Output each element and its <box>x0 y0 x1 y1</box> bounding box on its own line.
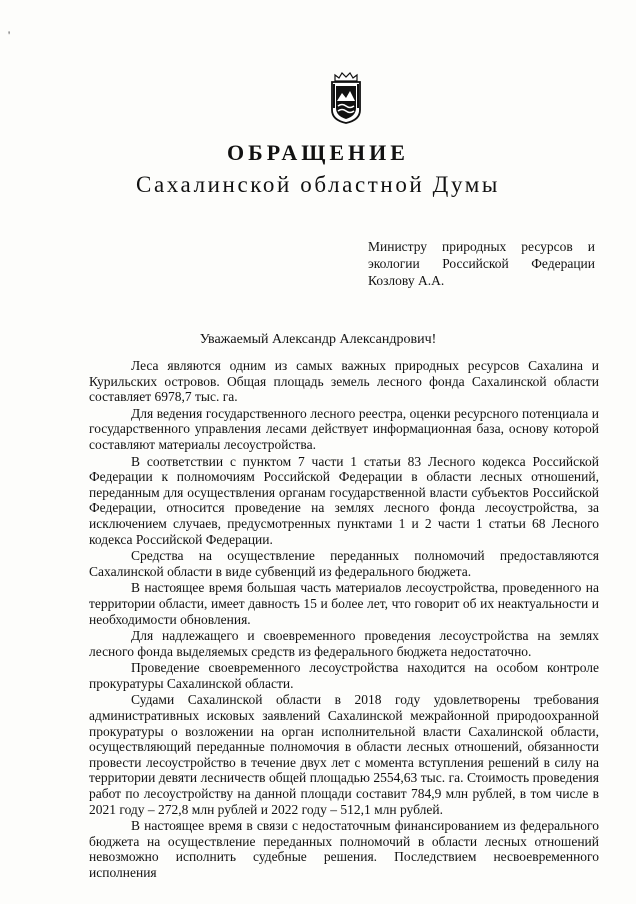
paragraph: В настоящее время в связи с недостаточным финансированием из федерального бюджета на осуществление переданных полномочий в области лесных отношений невозможно исполнить судебные решения. Последствием несвоевременного исполнения <box>89 818 599 880</box>
paragraph: Средства на осуществление переданных полномочий предоставляются Сахалинской области в виде субвенций из федерального бюджета. <box>89 548 599 579</box>
addressee-block: Министру природных ресурсов и экологии Российской Федерации Козлову А.А. <box>368 239 595 288</box>
salutation: Уважаемый Александр Александрович! <box>199 332 437 347</box>
edge-mark: ' <box>8 28 11 42</box>
paragraph: Леса являются одним из самых важных природных ресурсов Сахалина и Курильских островов. Общая площадь земель лесного фонда Сахалинской области составляет 6978,7 тыс. га. <box>89 358 599 405</box>
document-subheading: Сахалинской областной Думы <box>136 172 500 197</box>
document-heading: ОБРАЩЕНИЕ <box>227 140 409 165</box>
paragraph: Для надлежащего и своевременного проведения лесоустройства на землях лесного фонда выделяемых средств из федерального бюджета недостаточно. <box>89 628 599 659</box>
paragraph: Судами Сахалинской области в 2018 году удовлетворены требования административных исковых заявлений Сахалинской межрайонной природоохранной прокуратуры о возложении на орган исполнительной власти Сахалинской области, осуществляющий переданные полномочия в области лесных отношений, обязанности провести лесоустройство в течение двух лет с момента вступления решений в силу на территории девяти лесничеств общей площадью 2554,63 тыс. га. Стоимость проведения работ по лесоустройству на данной площади составит 784,9 млн рублей, в том числе в 2021 году – 272,8 млн рублей и 2022 году – 512,1 млн рублей. <box>89 692 599 817</box>
paragraph: В настоящее время большая часть материалов лесоустройства, проведенного на территории области, имеет давность 15 и более лет, что говорит об их неактуальности и необходимости обновления. <box>89 580 599 627</box>
letter-body <box>89 358 599 882</box>
paragraph: Проведение своевременного лесоустройства находится на особом контроле прокуратуры Сахалинской области. <box>89 660 599 691</box>
sakhalin-coat-of-arms-icon <box>329 72 363 124</box>
paragraph: В соответствии с пунктом 7 части 1 статьи 83 Лесного кодекса Российской Федерации к полномочиям Российской Федерации в области лесных отношений, переданным для осуществления органам государственной власти субъектов Российской Федерации, относится проведение на землях лесного фонда лесоустройства, за исключением случаев, предусмотренных пунктами 1 и 2 части 1 статьи 68 Лесного кодекса Российской Федерации. <box>89 453 599 547</box>
paragraph: Для ведения государственного лесного реестра, оценки ресурсного потенциала и государственного управления лесами действует информационная база, основу которой составляют материалы лесоустройства. <box>89 405 599 452</box>
